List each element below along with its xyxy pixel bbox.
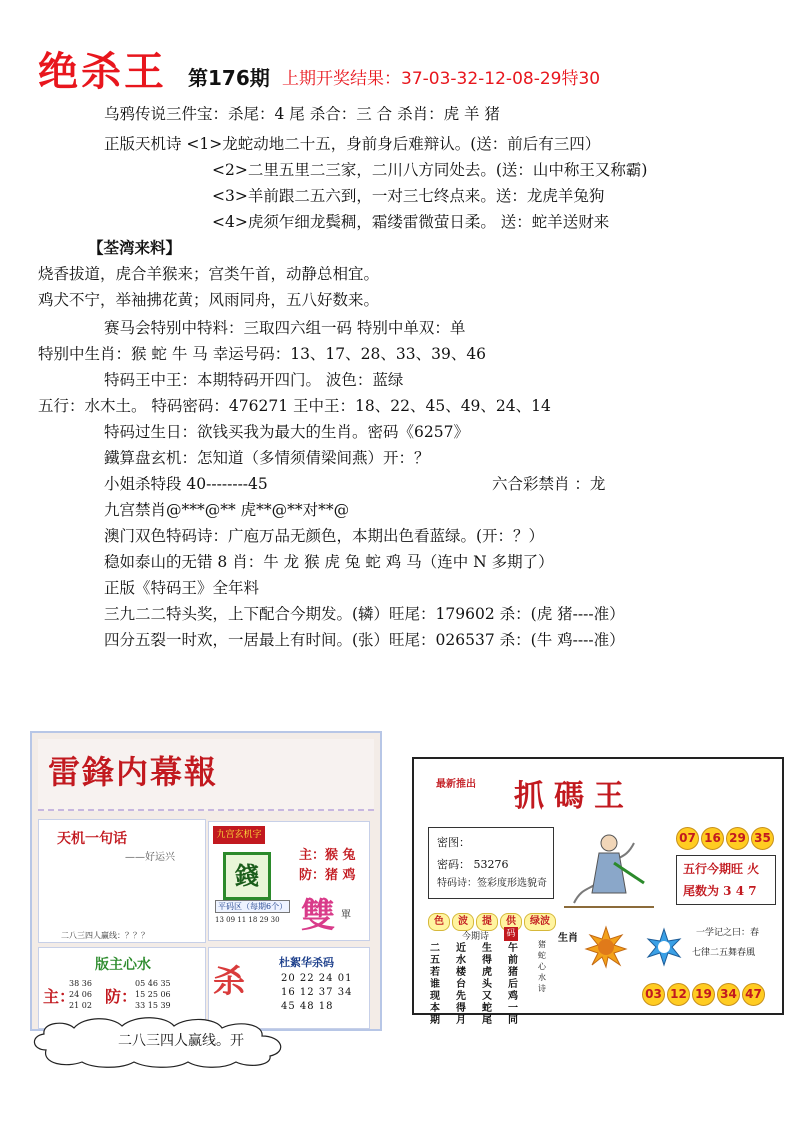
tema-poem: 特码诗：签彩度形选貌奇 [437, 878, 547, 889]
text-line: 乌鸦传说三件宝：杀尾：4 尾 杀合：三 合 杀肖：虎 羊 猪 [104, 105, 500, 123]
yixue-text: 一学记之曰：春 [696, 928, 760, 938]
issue-number: 第176期 [188, 66, 270, 90]
text-line: 鐵算盘玄机：怎知道（多情须倩梁间燕）开：？ [104, 449, 430, 467]
banzhu-fang: 防： [105, 987, 138, 1006]
text-line: 烧香拔道，虎合羊猴来；宫类午首，动静总相宜。 [38, 265, 380, 283]
balls-top [676, 827, 776, 850]
poster-title: 雷鋒内幕報 [48, 753, 219, 791]
sha-title: 杜絮华杀码 [279, 956, 334, 969]
text-line: <4>虎须乍细龙鬓稠，霜缕雷微萤日柔。 送：蛇羊送财来 [212, 213, 610, 231]
zhu-text: 主：猴 兔 [299, 848, 356, 863]
number-ball: 16 [701, 827, 724, 850]
pingma-numbers: 13 09 11 18 29 30 [215, 916, 280, 924]
text-line: 正版天机诗 <1>龙蛇动地二十五，身前身后难辩认。(送：前后有三四） [104, 135, 601, 153]
text-line: 赛马会特别中特料：三取四六组一码 特别中单双：单 [104, 319, 466, 337]
new-label: 最新推出 [436, 779, 476, 790]
ma-badge: 码 [504, 927, 518, 941]
poster-title: 抓碼王 [514, 779, 634, 814]
section-heading: 【荃湾来料】 [88, 238, 182, 257]
tiger-sun-icon [586, 927, 626, 967]
mima-text: 密码： 53276 [437, 858, 509, 871]
tiny-note: 二八三四人赢线：？？？ [61, 931, 149, 940]
wuxing-text: 五行今期旺 火 [683, 862, 760, 876]
weishu-text: 尾数为 3 4 7 [683, 884, 757, 898]
sha-character: 杀 [213, 962, 246, 1000]
jiugong-label: 九宫玄机字 [213, 826, 265, 844]
poem-column: 近水楼台先得月 [456, 943, 466, 1026]
poem-column: 二五若谁现本期 [430, 943, 440, 1026]
tianji-box [38, 819, 206, 943]
number-ball: 19 [692, 983, 715, 1006]
text-line: 九宫禁肖@***@** 虎**@**对**@ [104, 501, 350, 519]
text-line: 小姐杀特段 40--------45 [104, 475, 268, 493]
pingma-label: 平码区（每期6个） [215, 900, 290, 913]
jiugong-box [208, 821, 370, 941]
text-line: <3>羊前跟二五六到，一对三七终点来。送：龙虎羊兔狗 [212, 187, 605, 205]
shuang-character: 雙 [301, 896, 335, 936]
number-ball: 47 [742, 983, 765, 1006]
info-box [428, 827, 554, 899]
shengxiao-poem: 猪蛇心水诗 [538, 940, 546, 993]
text-line: 正版《特码王》全年料 [104, 579, 260, 597]
fang-text: 防：猪 鸡 [299, 868, 356, 883]
cloud-text: 二八三四人赢线。开 [118, 1033, 244, 1049]
balls-bottom [642, 983, 767, 1006]
poster-header [38, 739, 374, 811]
number-ball: 35 [751, 827, 774, 850]
text-line: <2>二里五里二三家，二川八方同处去。(送：山中称王又称霸) [212, 161, 648, 179]
text-line: 鸡犬不宁，举袖拂花黄；风雨同舟，五八好数来。 [38, 291, 380, 309]
last-result: 上期开奖结果：37-03-32-12-08-29特30 [282, 69, 601, 89]
qilv-text: 七律二五舞春風 [692, 948, 756, 958]
text-line: 稳如泰山的无错 8 肖：牛 龙 猴 虎 兔 蛇 鸡 马（连中 N 多期了） [104, 553, 554, 571]
tab-label: 提 [476, 913, 498, 931]
poem-column: 生得虎头又蛇尾 [482, 943, 492, 1026]
tab-label: 供 [500, 913, 522, 931]
tab-label: 色 [428, 913, 450, 931]
number-ball: 07 [676, 827, 699, 850]
tab-label: 波 [452, 913, 474, 931]
text-line: 澳门双色特码诗：广庖万品无颜色，本期出色看蓝绿。(开：？） [104, 527, 545, 545]
text-line: 六合彩禁肖 ：龙 [492, 475, 606, 493]
banzhu-grid-a: 38 36 24 06 21 02 [69, 979, 92, 1010]
sha-grid: 20 22 24 01 16 12 37 34 45 48 18 [281, 973, 353, 1012]
tianji-title: 天机一句话 [57, 831, 127, 847]
tab-label: 绿波 [524, 913, 556, 931]
text-line: 特别中生肖：猴 蛇 牛 马 幸运号码：13、17、28、33、39、46 [38, 345, 487, 363]
page-title: 绝杀王 [38, 48, 167, 95]
text-line: 特码王中王：本期特码开四门。 波色：蓝绿 [104, 371, 404, 389]
jinqi-label: 今期诗 [462, 932, 490, 942]
number-ball: 29 [726, 827, 749, 850]
banzhu-title: 版主心水 [95, 957, 151, 973]
poem-column: 午前猪后鸡一同 [508, 943, 518, 1026]
rabbit-star-icon [646, 929, 682, 965]
text-line: 五行：水木土。 特码密码：476271 王中王：18、22、45、49、24、14 [38, 397, 551, 415]
tianji-subtitle: ——好运兴 [125, 852, 175, 863]
number-ball: 34 [717, 983, 740, 1006]
text-line: 三九二二特头奖，上下配合今期发。(辚）旺尾：179602 杀：(虎 猪----准） [104, 605, 625, 623]
text-line: 特码过生日：欲钱买我为最大的生肖。密码《6257》 [104, 423, 469, 441]
poster-leifeng [30, 731, 382, 1031]
banzhu-grid-b: 05 46 35 15 25 06 33 15 39 [135, 979, 171, 1010]
poster-zhuamawang [412, 757, 784, 1026]
number-ball: 12 [667, 983, 690, 1006]
dan-character: 單 [341, 910, 351, 921]
mitu-label: 密图： [437, 836, 470, 849]
shengxiao-label: 生肖 [558, 933, 578, 944]
number-ball: 03 [642, 983, 665, 1006]
wuxing-box [676, 855, 776, 905]
qian-character: 錢 [223, 852, 271, 900]
sage-illustration [554, 823, 664, 911]
banzhu-zhu: 主： [43, 987, 76, 1006]
color-tabs [428, 909, 558, 931]
text-line: 四分五裂一时欢，一居最上有时间。(张）旺尾：026537 杀：(牛 鸡----准） [104, 631, 625, 649]
